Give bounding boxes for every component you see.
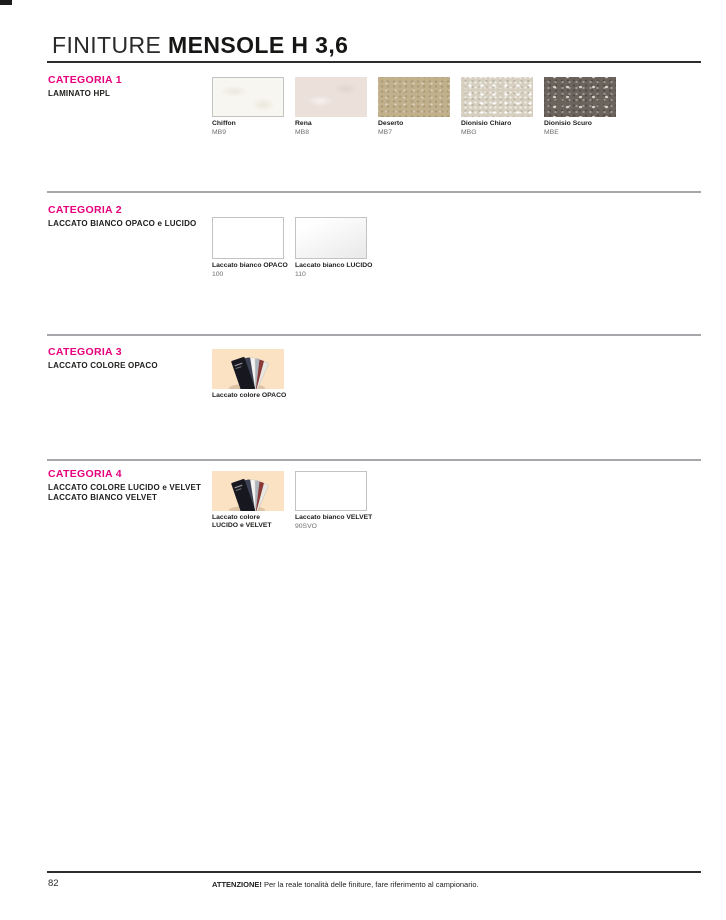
category-subheading: LACCATO BIANCO OPACO e LUCIDO [48, 219, 197, 228]
category-section-4 [0, 468, 726, 531]
notice-text: Per la reale tonalità delle finiture, fare riferimento al campionario. [261, 880, 479, 889]
category-info [48, 74, 212, 99]
swatch-code: MB8 [295, 129, 309, 136]
swatch-tile-bianco-velvet [295, 471, 367, 511]
swatch-cell [212, 349, 287, 400]
swatch-grid [212, 217, 378, 279]
swatch-name: Dionisio Chiaro [461, 120, 512, 127]
crop-mark [0, 0, 12, 5]
category-subheading: LACCATO COLORE LUCIDO e VELVET LACCATO BIANCO VELVET [48, 483, 202, 502]
swatch-cell [295, 217, 373, 279]
swatch-tile-chiffon [212, 77, 284, 117]
swatch-cell [544, 77, 616, 137]
divider [47, 191, 701, 193]
swatch-tile-dionisio-chiaro [461, 77, 533, 117]
page-number: 82 [48, 878, 59, 889]
page-title [52, 32, 348, 59]
swatch-tile-deserto [378, 77, 450, 117]
swatch-name: Laccato bianco OPACO [212, 262, 288, 269]
swatch-cell [295, 77, 367, 137]
category-section-3 [0, 346, 726, 400]
category-heading: CATEGORIA 1 [48, 74, 122, 86]
category-subheading: LACCATO COLORE OPACO [48, 361, 158, 370]
swatch-cell [461, 77, 533, 137]
swatch-tile-bianco-lucido [295, 217, 367, 259]
footer-notice [212, 880, 479, 889]
divider [47, 334, 701, 336]
category-info [48, 468, 212, 503]
swatch-name: Dionisio Scuro [544, 120, 592, 127]
swatch-cell [295, 471, 373, 531]
swatch-cell [378, 77, 450, 137]
category-heading: CATEGORIA 2 [48, 204, 122, 216]
swatch-grid [212, 471, 378, 531]
swatch-name: Laccato bianco VELVET [295, 514, 373, 521]
swatch-code: MBG [461, 129, 477, 136]
swatch-name: Laccato bianco LUCIDO [295, 262, 373, 269]
page-title-bold: MENSOLE H 3,6 [168, 32, 349, 58]
swatch-name: Deserto [378, 120, 404, 127]
category-section-2 [0, 204, 726, 279]
title-rule [47, 61, 701, 63]
swatch-tile-bianco-opaco [212, 217, 284, 259]
swatch-tile-rena [295, 77, 367, 117]
swatch-tile-dionisio-scuro [544, 77, 616, 117]
swatch-code: MB9 [212, 129, 226, 136]
swatch-grid [212, 77, 627, 137]
swatch-name: Rena [295, 120, 312, 127]
swatch-code: 100 [212, 271, 224, 278]
swatch-cell [212, 471, 284, 530]
swatch-name: Chiffon [212, 120, 236, 127]
swatch-name: Laccato colore LUCIDO e VELVET [212, 514, 272, 529]
swatch-cell [212, 217, 288, 279]
category-heading: CATEGORIA 3 [48, 346, 122, 358]
category-info [48, 204, 212, 229]
notice-emphasis: ATTENZIONE! [212, 880, 262, 889]
swatch-code: MBE [544, 129, 559, 136]
category-info [48, 346, 212, 371]
swatch-code: 110 [295, 271, 306, 278]
swatch-cell [212, 77, 284, 137]
category-subheading: LAMINATO HPL [48, 89, 111, 98]
swatch-name: Laccato colore OPACO [212, 392, 287, 399]
page-title-regular: FINITURE [52, 32, 162, 58]
category-section-1 [0, 74, 726, 137]
divider [47, 459, 701, 461]
swatch-grid [212, 349, 295, 400]
footer-rule [47, 871, 701, 873]
category-heading: CATEGORIA 4 [48, 468, 122, 480]
swatch-code: MB7 [378, 129, 392, 136]
color-fan-image [212, 471, 284, 511]
swatch-code: 90SVO [295, 523, 317, 530]
color-fan-image [212, 349, 284, 389]
